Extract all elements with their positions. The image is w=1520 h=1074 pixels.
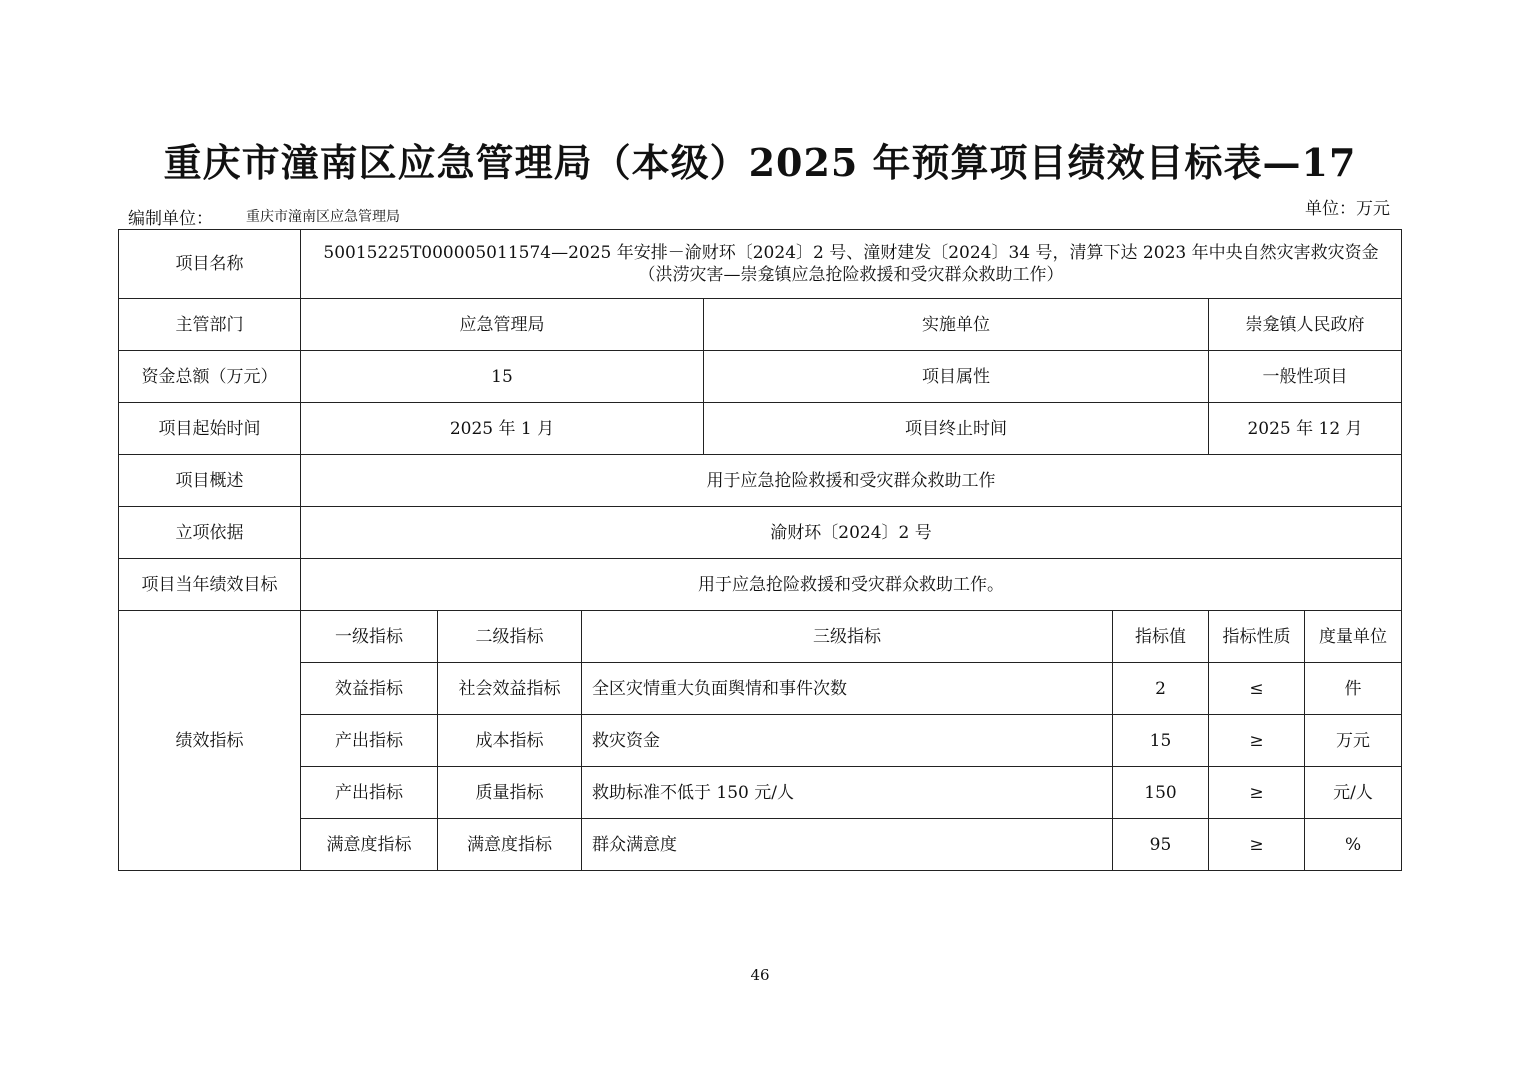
basis-value: 渝财环〔2024〕2 号: [301, 507, 1402, 559]
indicator-value: 150: [1113, 767, 1209, 819]
money-unit-label: 单位：万元: [1305, 199, 1390, 219]
goal-value: 用于应急抢险救援和受灾群众救助工作。: [301, 559, 1402, 611]
dept-value: 应急管理局: [301, 299, 704, 351]
overview-row: [119, 455, 1402, 507]
fund-label: 资金总额（万元）: [119, 351, 301, 403]
overview-value: 用于应急抢险救援和受灾群众救助工作: [301, 455, 1402, 507]
header-value: 指标值: [1113, 611, 1209, 663]
indicator-level2: 成本指标: [438, 715, 582, 767]
performance-goal-table: [118, 229, 1402, 871]
project-name-line-1: 50015225T000005011574—2025 年安排－渝财环〔2024〕2 号、潼财建发〔2024〕34 号，清算下达 2023 年中央自然灾害救灾资金: [323, 243, 1379, 263]
period-row: [119, 403, 1402, 455]
table-row: [119, 715, 1402, 767]
indicator-unit: %: [1305, 819, 1402, 871]
start-time-value: 2025 年 1 月: [301, 403, 704, 455]
project-name-label: 项目名称: [119, 230, 301, 299]
fund-value: 15: [301, 351, 704, 403]
indicator-level3: 全区灾情重大负面舆情和事件次数: [582, 663, 1113, 715]
indicators-label: 绩效指标: [119, 611, 301, 871]
header-unit: 度量单位: [1305, 611, 1402, 663]
header-nature: 指标性质: [1209, 611, 1305, 663]
indicator-nature: ≥: [1209, 767, 1305, 819]
indicator-level1: 产出指标: [301, 715, 438, 767]
project-attr-label: 项目属性: [704, 351, 1209, 403]
indicator-level1: 满意度指标: [301, 819, 438, 871]
header-level3: 三级指标: [582, 611, 1113, 663]
compiling-unit-value: 重庆市潼南区应急管理局: [246, 209, 400, 225]
compiling-unit-label: 编制单位：: [128, 209, 213, 229]
end-time-label: 项目终止时间: [704, 403, 1209, 455]
header-level2: 二级指标: [438, 611, 582, 663]
indicator-unit: 件: [1305, 663, 1402, 715]
project-name-line-2: （洪涝灾害—崇龛镇应急抢险救援和受灾群众救助工作）: [638, 265, 1064, 285]
start-time-label: 项目起始时间: [119, 403, 301, 455]
indicator-level3: 救助标准不低于 150 元/人: [582, 767, 1113, 819]
indicator-level3: 救灾资金: [582, 715, 1113, 767]
indicator-level1: 效益指标: [301, 663, 438, 715]
impl-unit-value: 崇龛镇人民政府: [1209, 299, 1402, 351]
indicator-unit: 万元: [1305, 715, 1402, 767]
dept-label: 主管部门: [119, 299, 301, 351]
basis-row: [119, 507, 1402, 559]
fund-row: [119, 351, 1402, 403]
indicator-level3: 群众满意度: [582, 819, 1113, 871]
header-level1: 一级指标: [301, 611, 438, 663]
indicator-value: 95: [1113, 819, 1209, 871]
goal-row: [119, 559, 1402, 611]
indicator-nature: ≥: [1209, 715, 1305, 767]
end-time-value: 2025 年 12 月: [1209, 403, 1402, 455]
table-row: [119, 767, 1402, 819]
project-attr-value: 一般性项目: [1209, 351, 1402, 403]
indicator-unit: 元/人: [1305, 767, 1402, 819]
indicator-value: 2: [1113, 663, 1209, 715]
table-row: [119, 819, 1402, 871]
indicator-level2: 质量指标: [438, 767, 582, 819]
indicator-value: 15: [1113, 715, 1209, 767]
page-title: 重庆市潼南区应急管理局（本级）2025 年预算项目绩效目标表—17: [163, 140, 1357, 185]
table-row: [119, 663, 1402, 715]
goal-label: 项目当年绩效目标: [119, 559, 301, 611]
project-name-value: [301, 230, 1402, 299]
indicator-nature: ≤: [1209, 663, 1305, 715]
indicator-nature: ≥: [1209, 819, 1305, 871]
indicator-level2: 满意度指标: [438, 819, 582, 871]
indicator-header-row: [119, 611, 1402, 663]
indicator-level2: 社会效益指标: [438, 663, 582, 715]
indicator-level1: 产出指标: [301, 767, 438, 819]
impl-unit-label: 实施单位: [704, 299, 1209, 351]
page-number: 46: [750, 966, 770, 984]
dept-row: [119, 299, 1402, 351]
project-name-row: [119, 230, 1402, 299]
basis-label: 立项依据: [119, 507, 301, 559]
overview-label: 项目概述: [119, 455, 301, 507]
